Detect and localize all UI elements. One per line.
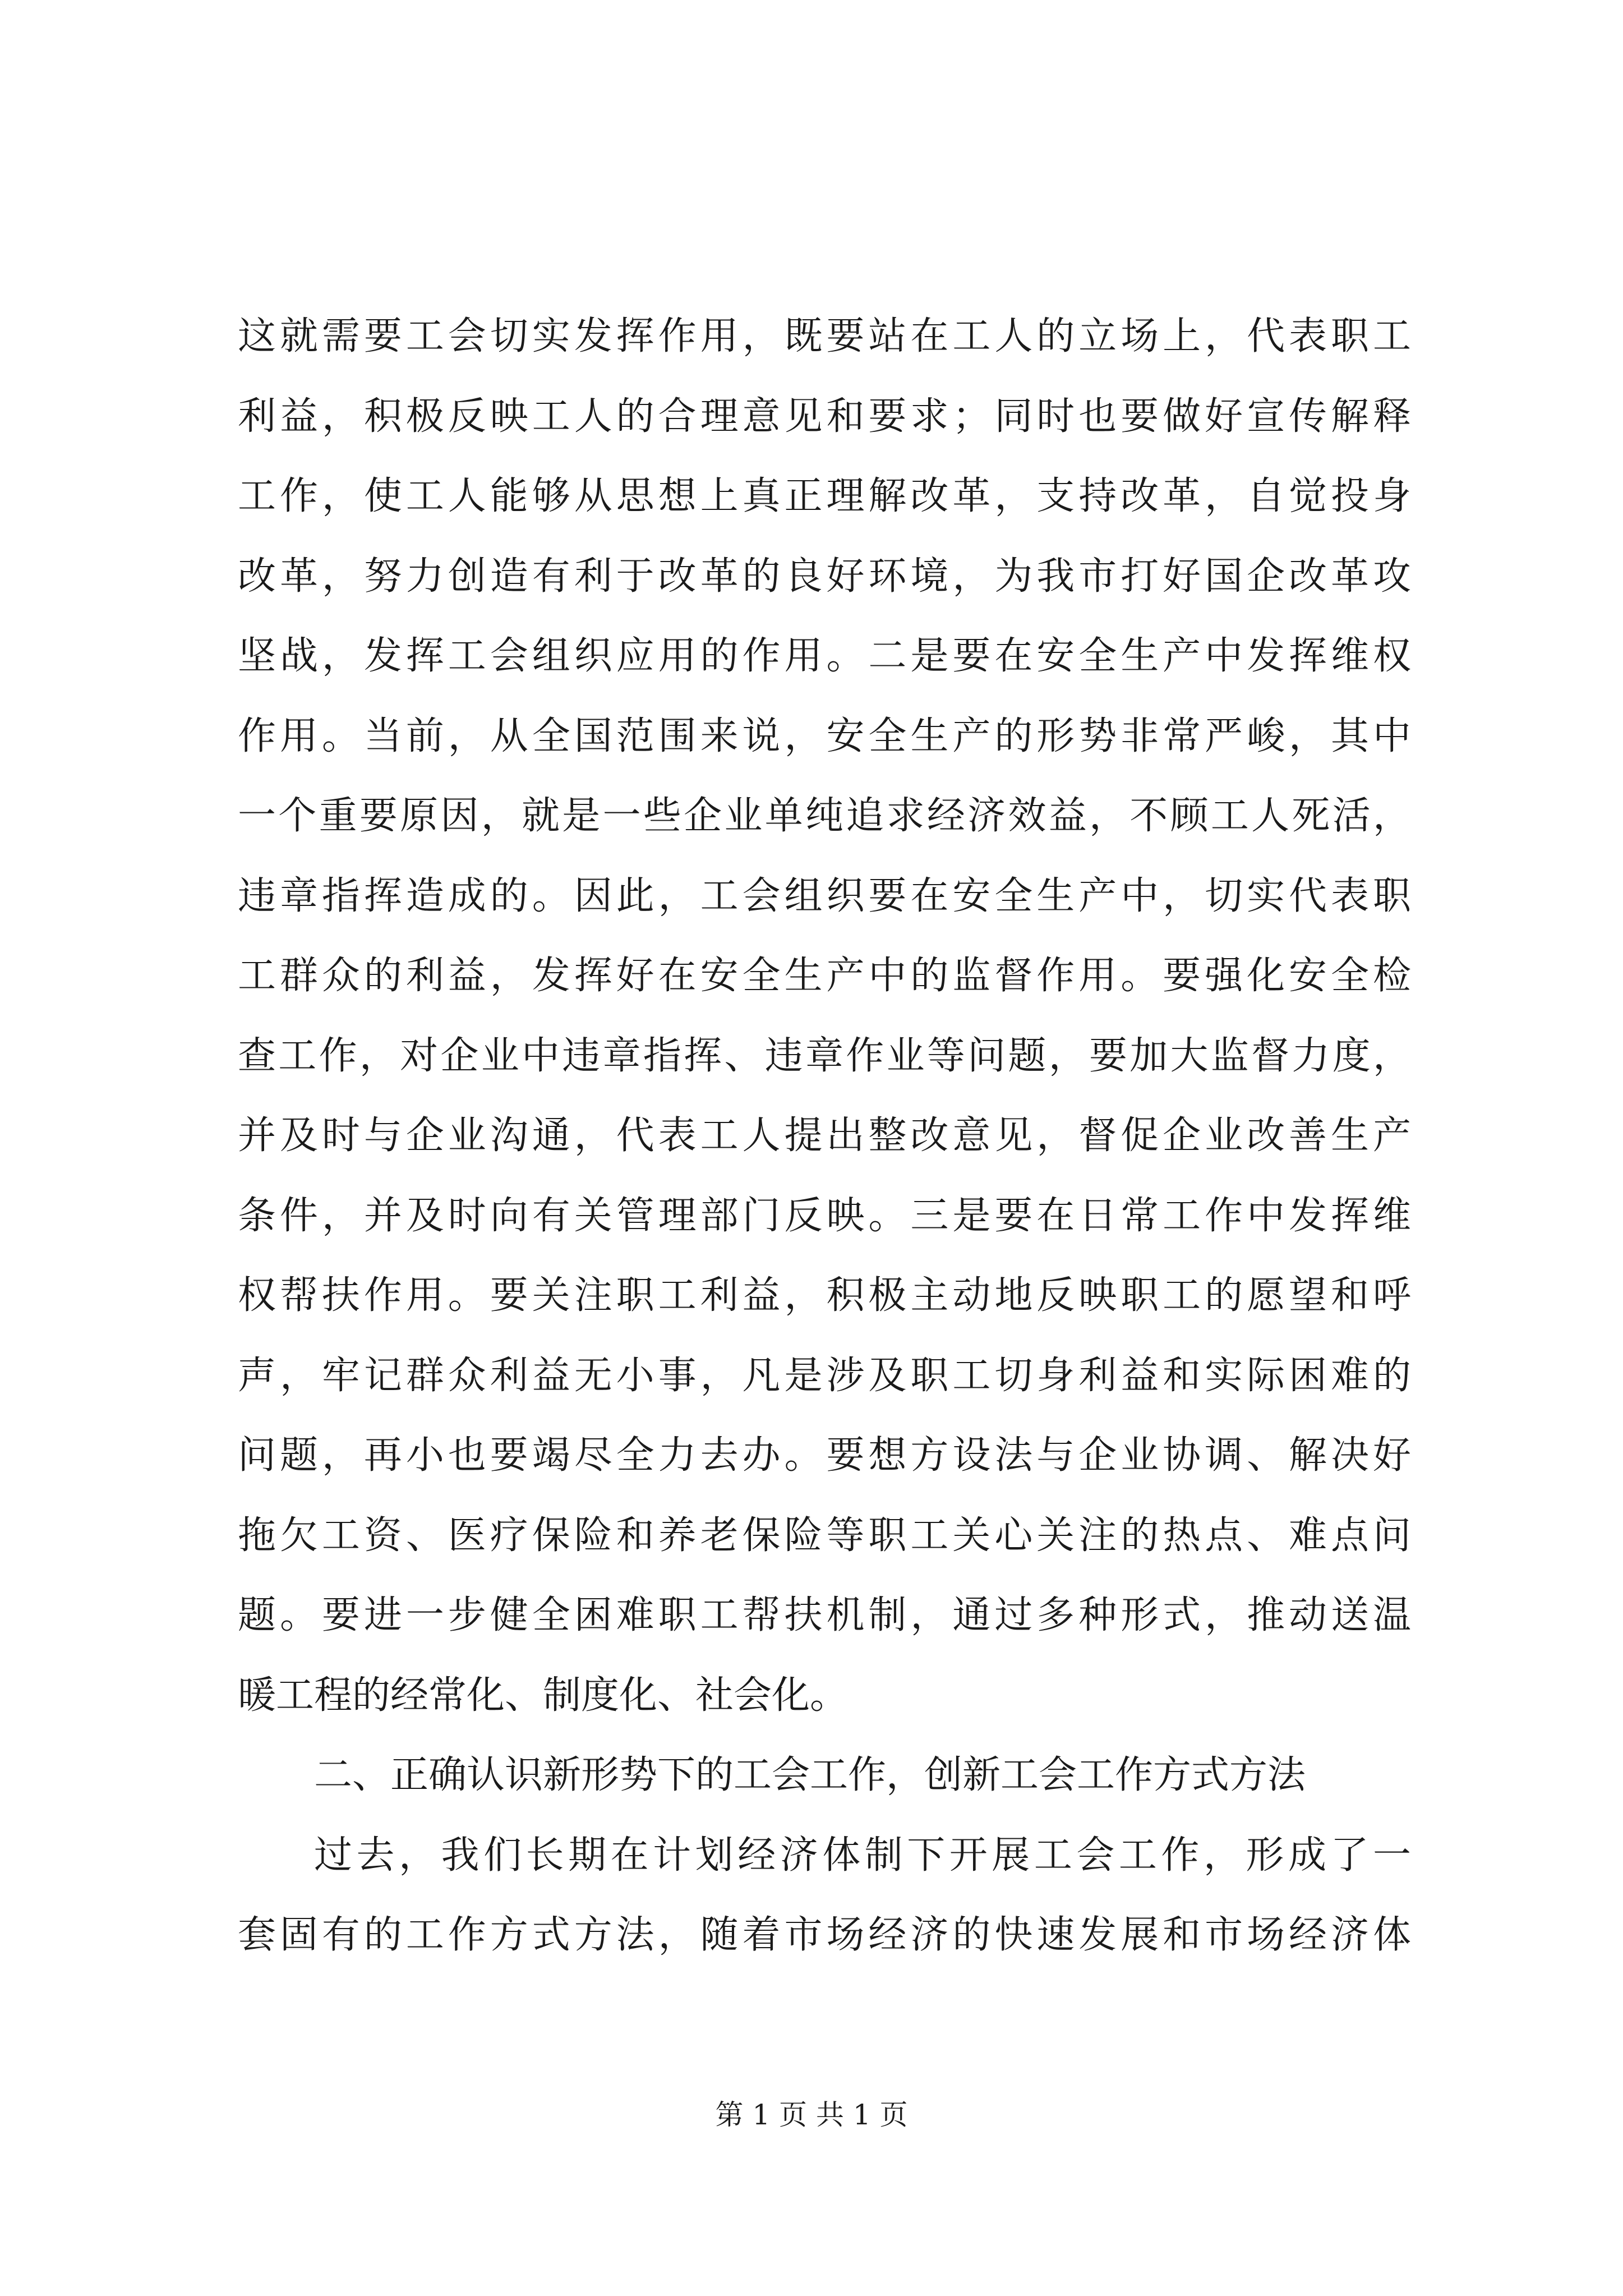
body-line: 拖欠工资、医疗保险和养老保险等职工关心关注的热点、难点问 [238,1513,1411,1558]
body-line: 一个重要原因，就是一些企业单纯追求经济效益，不顾工人死活， [238,794,1411,838]
body-line: 问题，再小也要竭尽全力去办。要想方设法与企业协调、解决好 [238,1433,1411,1478]
body-line: 这就需要工会切实发挥作用，既要站在工人的立场上，代表职工 [238,314,1411,358]
body-line: 条件，并及时向有关管理部门反映。三是要在日常工作中发挥维 [238,1193,1411,1238]
body-line: 声，牢记群众利益无小事，凡是涉及职工切身利益和实际困难的 [238,1353,1411,1398]
page-footer [0,2095,1623,2134]
section-heading: 二、正确认识新形势下的工会工作，创新工会工作方式方法 [314,1753,1306,1797]
body-line: 并及时与企业沟通，代表工人提出整改意见，督促企业改善生产 [238,1114,1411,1158]
page-number: 第 1 页 共 1 页 [715,2099,908,2131]
body-line: 坚战，发挥工会组织应用的作用。二是要在安全生产中发挥维权 [238,634,1411,678]
body-line: 工作，使工人能够从思想上真正理解改革，支持改革，自觉投身 [238,474,1411,518]
body-line: 权帮扶作用。要关注职工利益，积极主动地反映职工的愿望和呼 [238,1273,1411,1318]
body-line: 违章指挥造成的。因此，工会组织要在安全生产中，切实代表职 [238,873,1411,918]
body-line: 查工作，对企业中违章指挥、违章作业等问题，要加大监督力度， [238,1033,1411,1078]
body-line: 改革，努力创造有利于改革的良好环境，为我市打好国企改革攻 [238,554,1411,599]
document-body [238,297,1411,1976]
body-line: 利益，积极反映工人的合理意见和要求；同时也要做好宣传解释 [238,394,1411,439]
body-line: 过去，我们长期在计划经济体制下开展工会工作，形成了一 [314,1833,1411,1878]
body-line: 工群众的利益，发挥好在安全生产中的监督作用。要强化安全检 [238,954,1411,998]
body-line: 套固有的工作方式方法，随着市场经济的快速发展和市场经济体 [238,1913,1411,1957]
body-line: 暖工程的经常化、制度化、社会化。 [238,1673,849,1718]
body-line: 题。要进一步健全困难职工帮扶机制，通过多种形式，推动送温 [238,1593,1411,1637]
body-line: 作用。当前，从全国范围来说，安全生产的形势非常严峻，其中 [238,714,1411,758]
